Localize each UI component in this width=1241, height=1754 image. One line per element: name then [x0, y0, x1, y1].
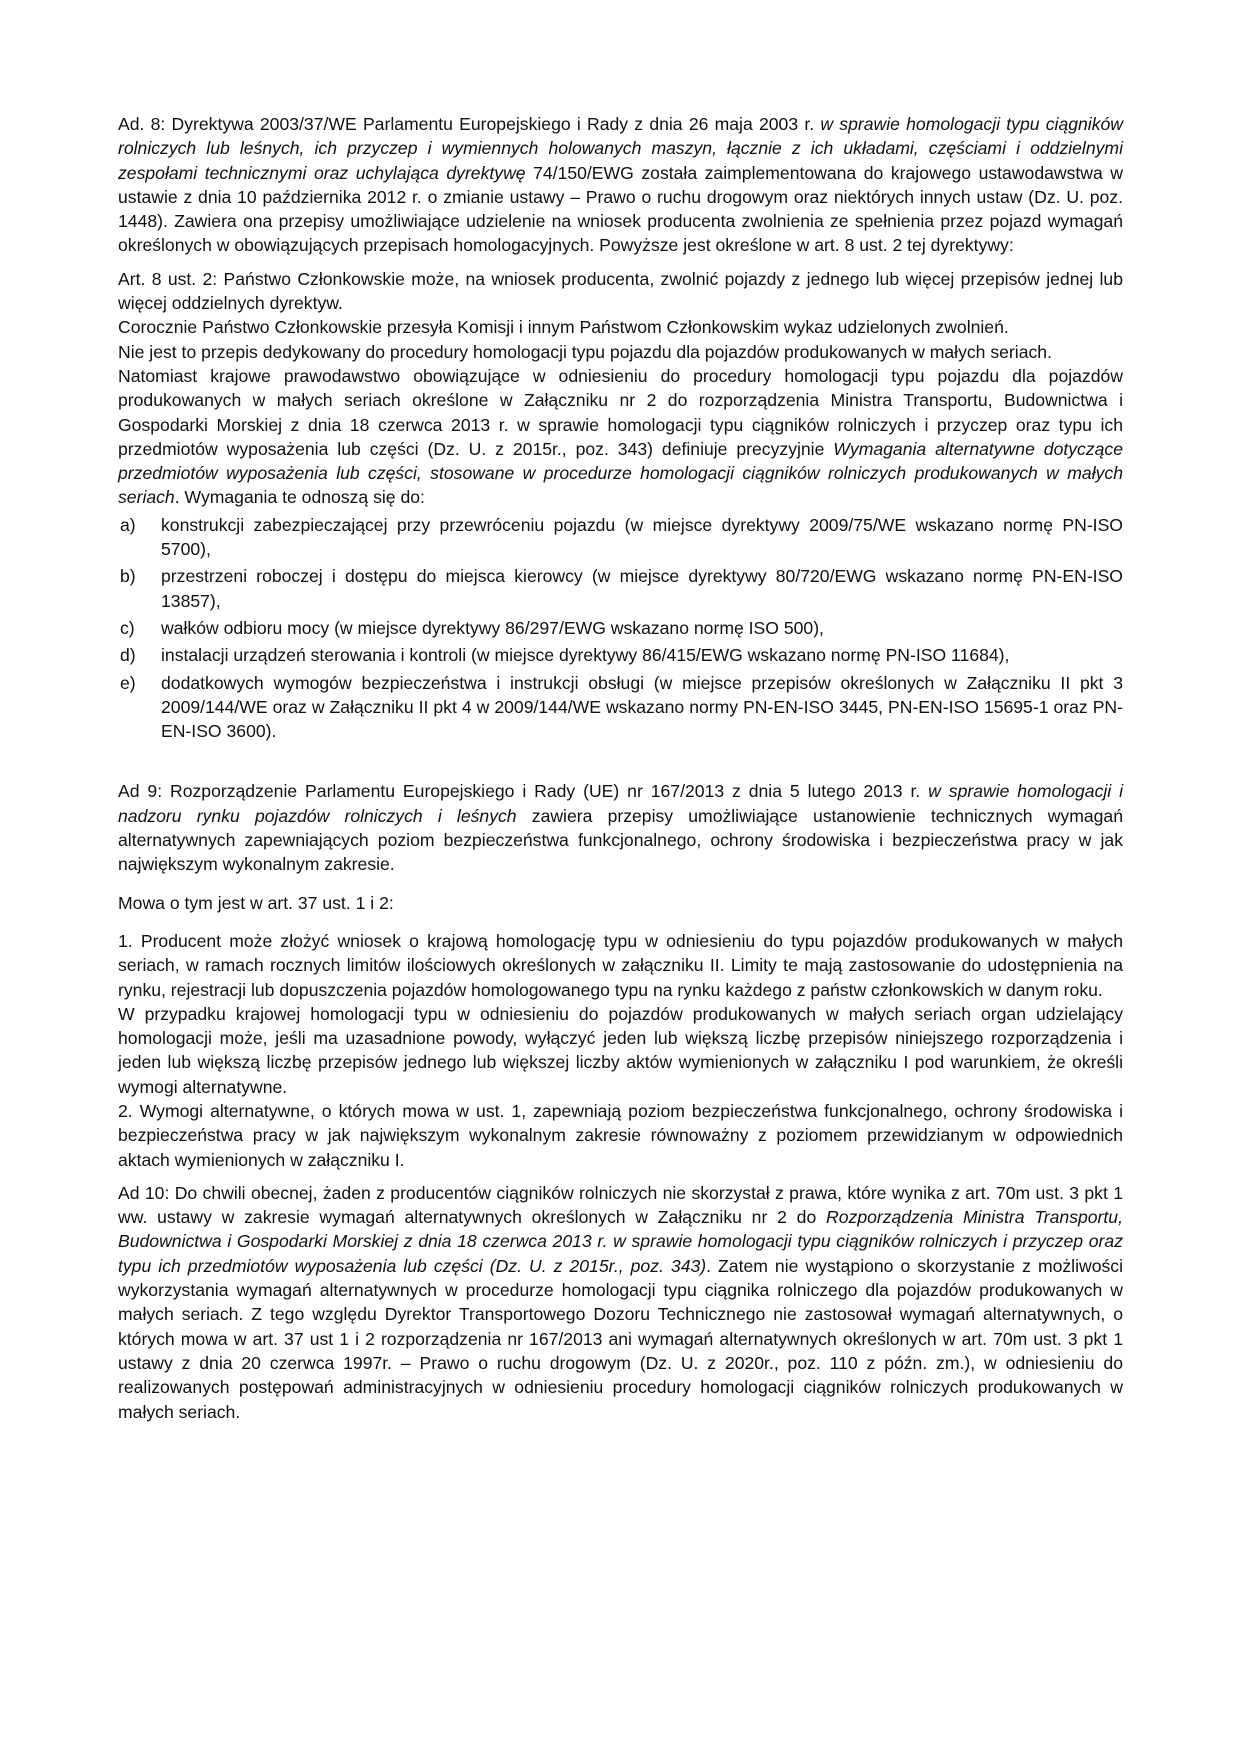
list-marker: e)	[120, 672, 136, 693]
ad10-regulation-title: Rozporządzenia Ministra Transportu, Budownictwa i Gospodarki Morskiej z dnia 18 czerwca 2013 r. w sprawie homologacji typu ciągników rolniczych i przyczep oraz typu ich przedmiotów wyposażenia lub części (Dz. U. z 2015r., poz. 343)	[118, 1207, 1123, 1276]
ad9-mowa-line: Mowa o tym jest w art. 37 ust. 1 i 2:	[118, 892, 394, 913]
list-item	[118, 564, 1123, 613]
ad10-intro-text: Ad 10: Do chwili obecnej, żaden z producentów ciągników rolniczych nie skorzystał z prawa, które wynika z art. 70m ust. 3 pkt 1 ww. ustawy w zakresie wymagań alternatywnych określonych w Załączniku nr 2 do	[118, 1182, 1123, 1228]
ad9-intro-text: Ad 9: Rozporządzenie Parlamentu Europejskiego i Rady (UE) nr 167/2013 z dnia 5 lutego 2013 r.	[118, 781, 929, 802]
national-law-text: Natomiast krajowe prawodawstwo obowiązujące w odniesieniu do procedury homologacji typu pojazdu dla pojazdów produkowanych w małych seriach określone w Załączniku nr 2 do rozporządzenia Ministra Transportu, Budownictwa i Gospodarki Morskiej z dnia 18 czerwca 2013 r. w sprawie homologacji typu ciągników rolniczych i przyczep oraz typu ich przedmiotów wyposażenia lub części (Dz. U. z 2015r., poz. 343) definiuje precyzyjnie	[118, 365, 1123, 459]
list-item-text: instalacji urządzeń sterowania i kontroli (w miejsce dyrektywy 86/415/EWG wskazano normę PN-ISO 11684),	[161, 645, 1010, 666]
list-item	[118, 616, 1123, 640]
ad9-intro-continuation: zawiera przepisy umożliwiające ustanowienie technicznych wymagań alternatywnych zapewniających poziom bezpieczeństwa funkcjonalnego, ochrony środowiska i bezpieczeństwa pracy w jak największym wykonalnym zakresie.	[118, 805, 1123, 875]
requirements-list	[118, 513, 1123, 744]
ad10-continuation: . Zatem nie wystąpiono o skorzystanie z możliwości wykorzystania wymagań alternatywnych w procedurze homologacji typu ciągnika rolniczego dla pojazdów produkowanych w małych seriach. Z tego względu Dyrektor Transportowego Dozoru Technicznego nie zastosował wymagań alternatywnych, o których mowa w art. 37 ust 1 i 2 rozporządzenia nr 167/2013 ani wymagań alternatywnych określonych w art. 70m ust. 3 pkt 1 ustawy z dnia 20 czerwca 1997r. – Prawo o ruchu drogowym (Dz. U. z 2020r., poz. 110 z późn. zm.), w odniesieniu do realizowanych postępowań administracyjnych w odniesieniu procedury homologacji ciągników rolniczych produkowanych w małych seriach.	[118, 1255, 1123, 1422]
list-item-text: dodatkowych wymogów bezpieczeństwa i instrukcji obsługi (w miejsce przepisów określonych w Załączniku II pkt 3 2009/144/WE oraz w Załączniku II pkt 4 w 2009/144/WE wskazano normy PN-EN-ISO 3445, PN-EN-ISO 15695-1 oraz PN-EN-ISO 3600).	[161, 672, 1123, 742]
list-item-text: wałków odbioru mocy (w miejsce dyrektywy 86/297/EWG wskazano normę ISO 500),	[161, 617, 824, 638]
list-item-text: konstrukcji zabezpieczającej przy przewróceniu pojazdu (w miejsce dyrektywy 2009/75/WE wskazano normę PN-ISO 5700),	[161, 514, 1123, 560]
art37-paragraph-small-series: W przypadku krajowej homologacji typu w odniesieniu do pojazdów produkowanych w małych seriach organ udzielający homologacji może, jeśli ma uzasadnione powody, wyłączyć jeden lub większą liczbę przepisów niniejszego rozporządzenia i jeden lub większą liczbę przepisów jednego lub większej liczby aktów wymienionych w załączniku I pod warunkiem, że określi wymogi alternatywne.	[118, 1003, 1123, 1097]
art8-comment-line: Nie jest to przepis dedykowany do procedury homologacji typu pojazdu dla pojazdów produkowanych w małych seriach.	[118, 341, 1052, 362]
list-marker: d)	[120, 645, 136, 666]
document-page	[118, 112, 1123, 1424]
art37-paragraph-2: 2. Wymogi alternatywne, o których mowa w ust. 1, zapewniają poziom bezpieczeństwa funkcjonalnego, ochrony środowiska i bezpieczeństwa pracy w jak największym wykonalnym zakresie równoważny z poziomem przewidzianym w odpowiednich aktach wymienionych w załączniku I.	[118, 1100, 1123, 1170]
alternative-requirements-title: Wymagania alternatywne dotyczące przedmiotów wyposażenia lub części, stosowane w procedurze homologacji ciągników rolniczych produkowanych w małych seriach	[118, 438, 1123, 508]
art37-paragraph-1: 1. Producent może złożyć wniosek o krajową homologację typu w odniesieniu do typu pojazdów produkowanych w małych seriach, w ramach rocznych limitów ilościowych określonych w załączniku II. Limity te mają zastosowanie do udostępnienia na rynku, rejestracji lub dopuszczenia pojazdów homologowanego typu na rynku każdego z państw członkowskich w danym roku.	[118, 930, 1123, 1000]
list-marker: a)	[120, 514, 136, 535]
ad10-paragraph	[118, 1181, 1123, 1424]
ad8-directive-title: w sprawie homologacji typu ciągników rolniczych lub leśnych, ich przyczep i wymiennych holowanych maszyn, łącznie z ich układami, częściami i oddzielnymi zespołami technicznymi oraz uchylająca dyrektywę	[118, 114, 1124, 183]
art8-quote-line: Art. 8 ust. 2: Państwo Członkowskie może, na wniosek producenta, zwolnić pojazdy z jednego lub więcej przepisów jednej lub więcej oddzielnych dyrektyw.	[118, 268, 1123, 314]
ad8-intro-continuation: 74/150/EWG została zaimplementowana do krajowego ustawodawstwa w ustawie z dnia 10 października 2012 r. o zmianie ustawy – Prawo o ruchu drogowym oraz niektórych innych ustaw (Dz. U. poz. 1448). Zawiera ona przepisy umożliwiające udzielenie na wniosek producenta zwolnienia ze spełnienia przez pojazd wymagań określonych w obowiązujących przepisach homologacyjnych. Powyższe jest określone w art. 8 ust. 2 tej dyrektywy:	[118, 162, 1123, 256]
list-item	[118, 513, 1123, 562]
art8-annual-report-line: Corocznie Państwo Członkowskie przesyła Komisji i innym Państwom Członkowskim wykaz udzielonych zwolnień.	[118, 317, 1009, 338]
ad8-intro-paragraph	[118, 112, 1123, 258]
list-marker: b)	[120, 566, 136, 587]
ad9-intro-paragraph	[118, 779, 1123, 876]
ad8-intro-text: Ad. 8: Dyrektywa 2003/37/WE Parlamentu Europejskiego i Rady z dnia 26 maja 2003 r.	[118, 114, 821, 134]
list-marker: c)	[120, 617, 135, 638]
list-item	[118, 643, 1123, 667]
national-law-paragraph	[118, 364, 1123, 510]
list-item-text: przestrzeni roboczej i dostępu do miejsca kierowcy (w miejsce dyrektywy 80/720/EWG wskazano normę PN-EN-ISO 13857),	[161, 566, 1123, 611]
list-item	[118, 671, 1123, 744]
ad9-regulation-title: w sprawie homologacji i nadzoru rynku pojazdów rolniczych i leśnych	[118, 781, 1123, 826]
national-law-continuation: . Wymagania te odnoszą się do:	[174, 487, 425, 508]
